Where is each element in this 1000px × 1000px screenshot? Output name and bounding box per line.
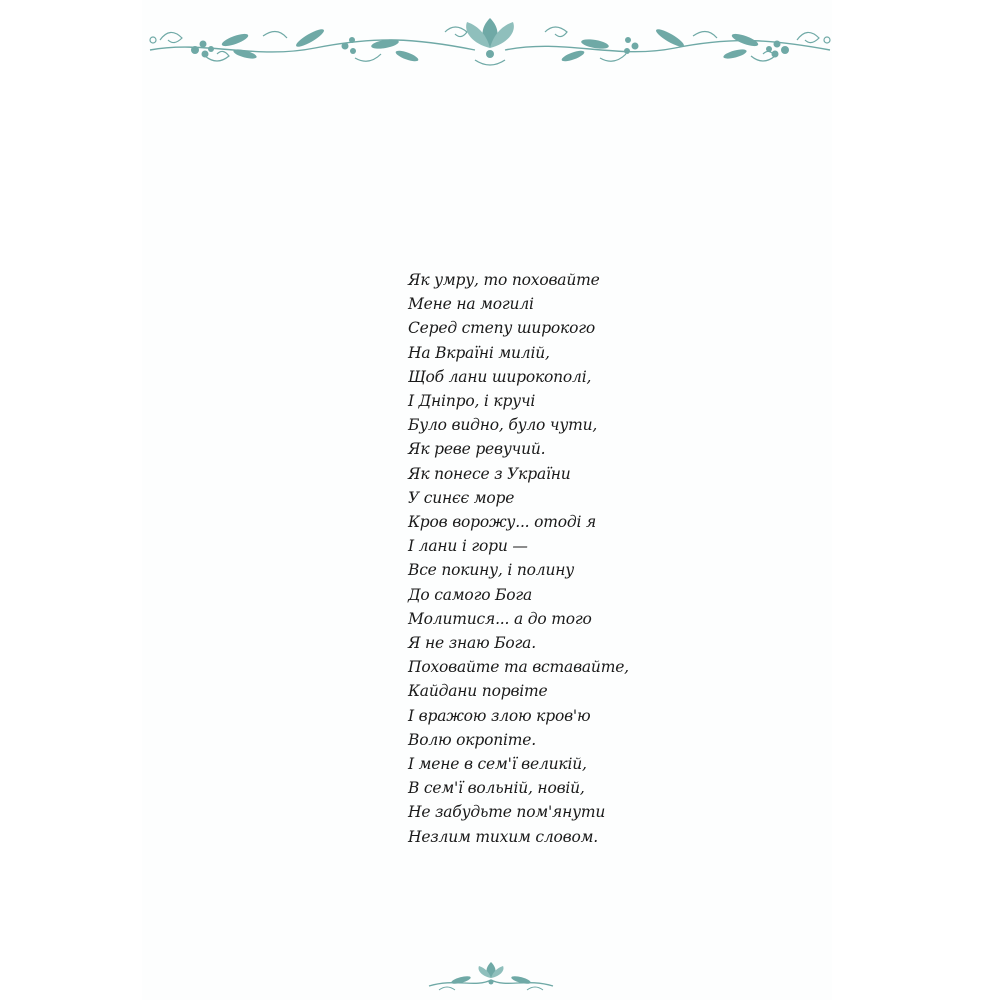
poem-line: Не забудьте пом'янути [408, 803, 606, 822]
poem-line: Як реве ревучий. [408, 440, 546, 459]
poem-line: В сем'ї вольній, новій, [408, 779, 585, 798]
poem-line: Молитися... а до того [408, 609, 592, 628]
floral-border-icon [145, 10, 835, 72]
poem-line: І лани і гори — [408, 537, 528, 556]
poem-line: Все покину, і полину [408, 561, 575, 580]
poem-line: Як понесе з України [408, 464, 571, 483]
poem-line: У синєє море [408, 488, 515, 507]
poem-line: Волю окропіте. [408, 730, 536, 749]
poem-line: Щоб лани широкополі, [408, 367, 592, 386]
poem-line: Кров ворожу... отоді я [408, 513, 597, 532]
poem-line: Незлим тихим словом. [408, 827, 598, 846]
poem-line: На Вкраїні милій, [408, 343, 550, 362]
poem-line: І мене в сем'ї великій, [408, 755, 587, 774]
poem-line: Мене на могилі [408, 295, 534, 314]
poem-line: Серед степу широкого [408, 319, 596, 338]
poem-line: І Дніпро, і кручі [408, 392, 536, 411]
poem-line: Кайдани порвіте [408, 682, 548, 701]
poem-line: І вражою злою кров'ю [408, 706, 591, 725]
poem-line: Поховайте та вставайте, [408, 658, 629, 677]
poem-text [408, 268, 668, 849]
poem-line: До самого Бога [408, 585, 533, 604]
poem-line: Як умру, то поховайте [408, 271, 600, 289]
poem-line: Було видно, було чути, [408, 416, 598, 435]
poem-line: Я не знаю Бога. [408, 634, 536, 653]
floral-vignette-icon [425, 958, 557, 994]
